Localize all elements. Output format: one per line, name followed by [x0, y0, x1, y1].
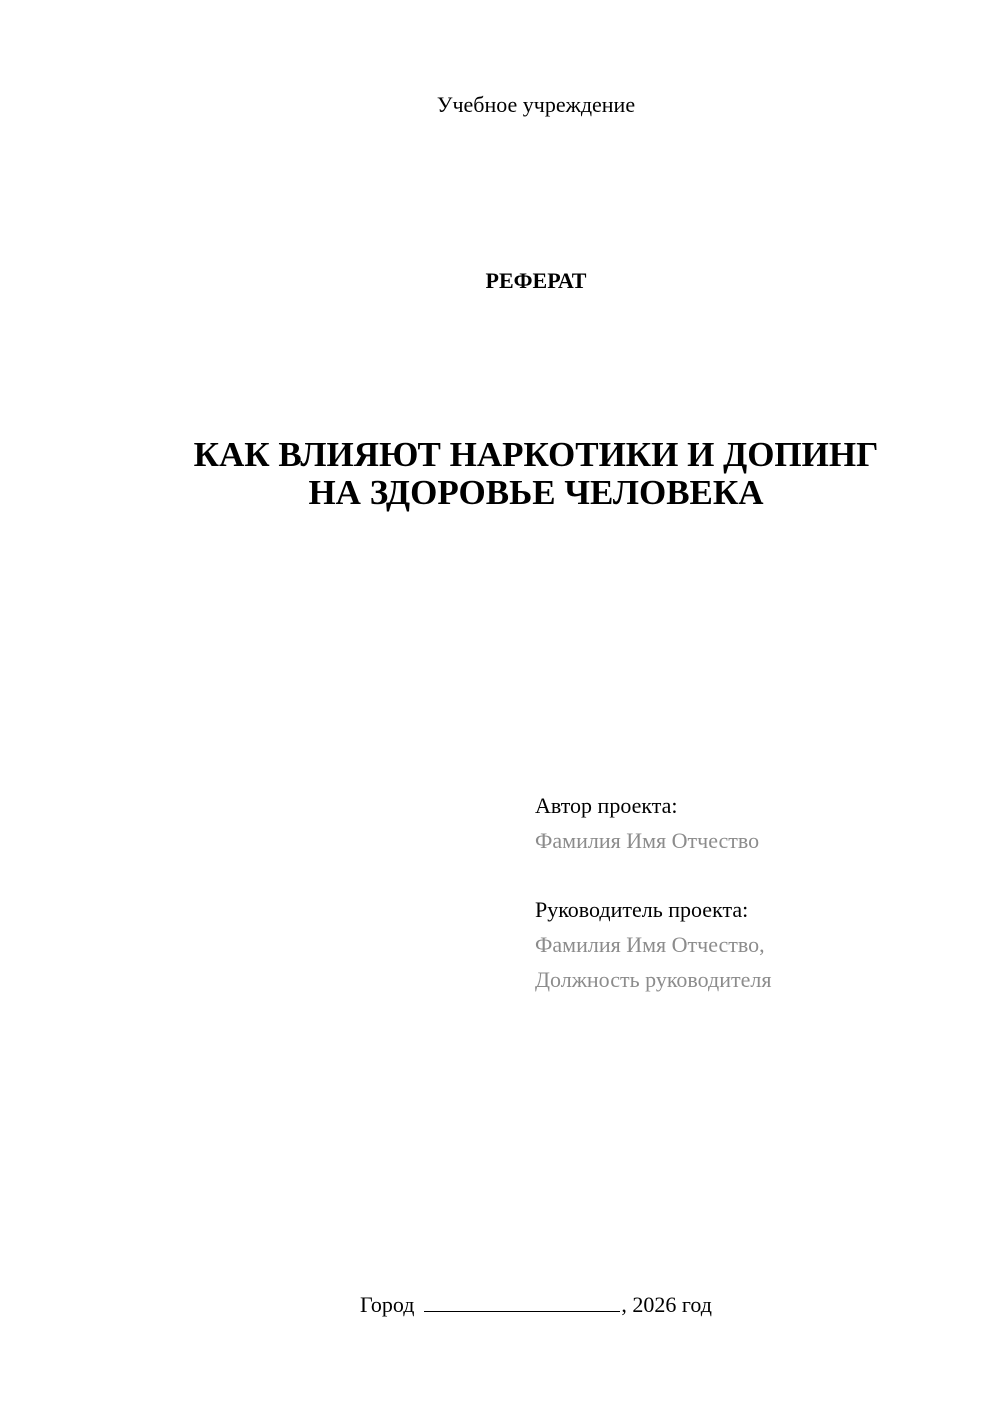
document-type: РЕФЕРАТ — [485, 268, 587, 293]
city-label: Город — [360, 1292, 415, 1317]
supervisor-position: Должность руководителя — [535, 967, 772, 992]
supervisor-name: Фамилия Имя Отчество, — [535, 932, 765, 957]
document-title — [0, 436, 1000, 512]
title-line-1: КАК ВЛИЯЮТ НАРКОТИКИ И ДОПИНГ — [193, 435, 879, 474]
info-spacer — [535, 858, 771, 892]
supervisor-label: Руководитель проекта: — [535, 897, 749, 922]
footer-city-year — [0, 1291, 1000, 1318]
title-line-2: НА ЗДОРОВЬЕ ЧЕЛОВЕКА — [308, 473, 764, 512]
author-name: Фамилия Имя Отчество — [535, 828, 760, 853]
author-label: Автор проекта: — [535, 793, 678, 818]
city-blank-line — [424, 1291, 620, 1312]
project-info — [535, 788, 771, 997]
year-text: , 2026 год — [621, 1292, 712, 1317]
institution-name: Учебное учреждение — [436, 92, 636, 117]
